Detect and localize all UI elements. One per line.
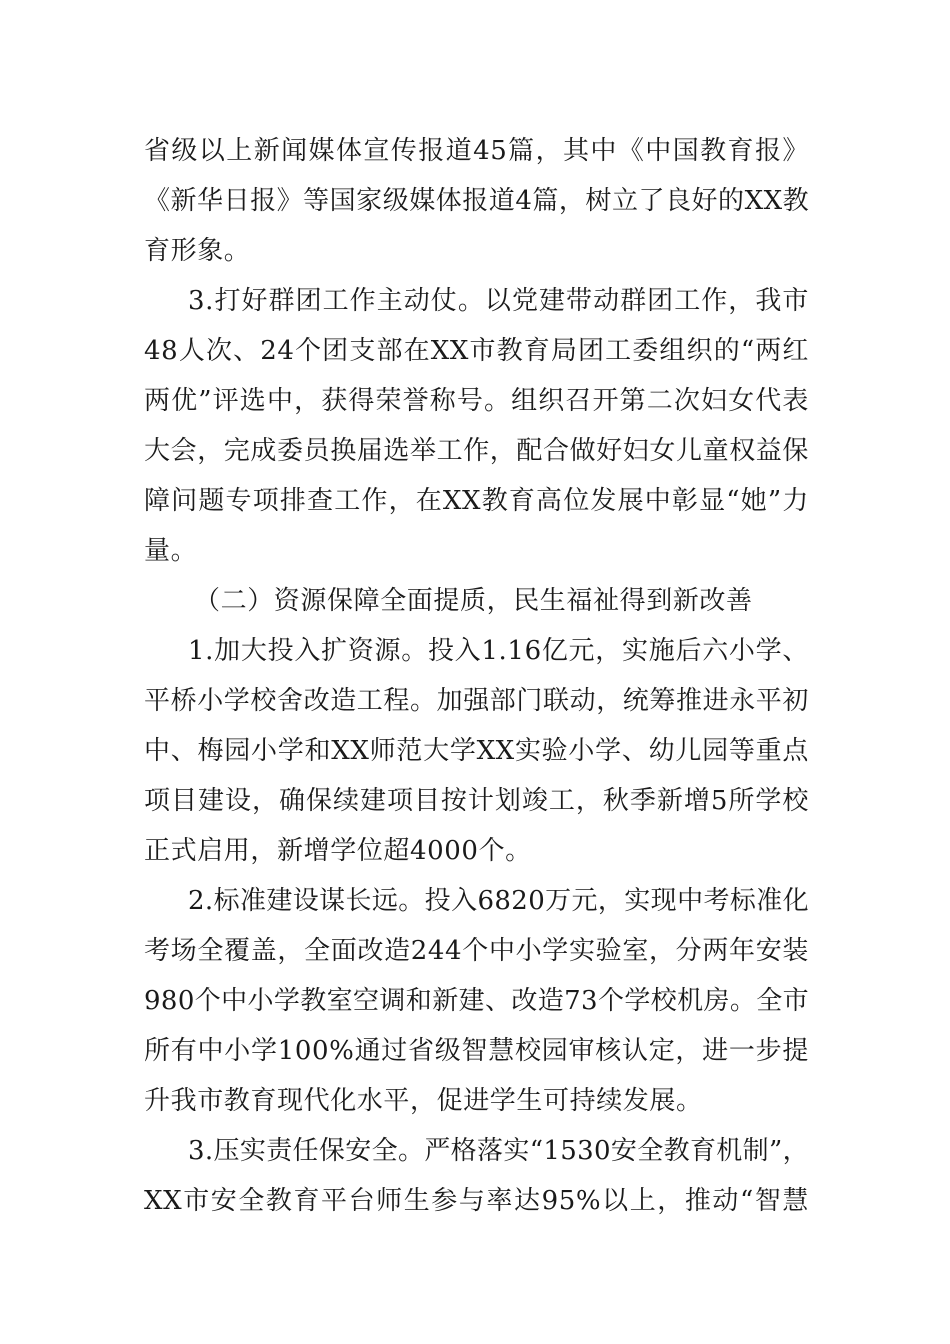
text-line: 省级以上新闻媒体宣传报道45篇，其中《中国教育报》 [144, 136, 809, 166]
paragraph-investment [144, 626, 809, 876]
text-line: XX市安全教育平台师生参与率达95%以上，推动“智慧 [144, 1186, 809, 1216]
paragraph-group-work [144, 276, 809, 576]
paragraph-standard-construction [144, 876, 809, 1126]
text-line: 项目建设，确保续建项目按计划竣工，秋季新增5所学校 [144, 786, 809, 816]
text-line: 980个中小学教室空调和新建、改造73个学校机房。全市 [144, 986, 809, 1016]
text-line: 障问题专项排查工作，在XX教育高位发展中彰显“她”力 [144, 486, 809, 516]
text-line: 《新华日报》等国家级媒体报道4篇，树立了良好的XX教 [144, 186, 810, 216]
text-line: 2.标准建设谋长远。投入6820万元，实现中考标准化 [188, 886, 809, 916]
section-heading [144, 576, 809, 626]
text-line: 育形象。 [144, 236, 251, 266]
paragraph-safety [144, 1126, 809, 1226]
text-line: 考场全覆盖，全面改造244个中小学实验室，分两年安装 [144, 936, 809, 966]
text-line: 所有中小学100%通过省级智慧校园审核认定，进一步提 [144, 1036, 809, 1066]
text-line: 3.压实责任保安全。严格落实“1530安全教育机制”， [188, 1136, 809, 1166]
text-line: 平桥小学校舍改造工程。加强部门联动，统筹推进永平初 [144, 686, 810, 716]
text-line: 48人次、24个团支部在XX市教育局团工委组织的“两红 [144, 336, 809, 366]
text-line: 大会，完成委员换届选举工作，配合做好妇女儿童权益保 [144, 436, 810, 466]
text-line: 正式启用，新增学位超4000个。 [144, 836, 532, 866]
text-line: 1.加大投入扩资源。投入1.16亿元，实施后六小学、 [188, 636, 809, 666]
text-line: 量。 [144, 536, 198, 566]
paragraph-media-coverage [144, 126, 809, 276]
document-body [144, 126, 809, 1226]
text-line: 两优”评选中，获得荣誉称号。组织召开第二次妇女代表 [144, 386, 809, 416]
text-line: （二）资源保障全面提质，民生福祉得到新改善 [194, 586, 753, 616]
text-line: 3.打好群团工作主动仗。以党建带动群团工作，我市 [188, 286, 809, 316]
text-line: 中、梅园小学和XX师范大学XX实验小学、幼儿园等重点 [144, 736, 809, 766]
text-line: 升我市教育现代化水平，促进学生可持续发展。 [144, 1086, 703, 1116]
